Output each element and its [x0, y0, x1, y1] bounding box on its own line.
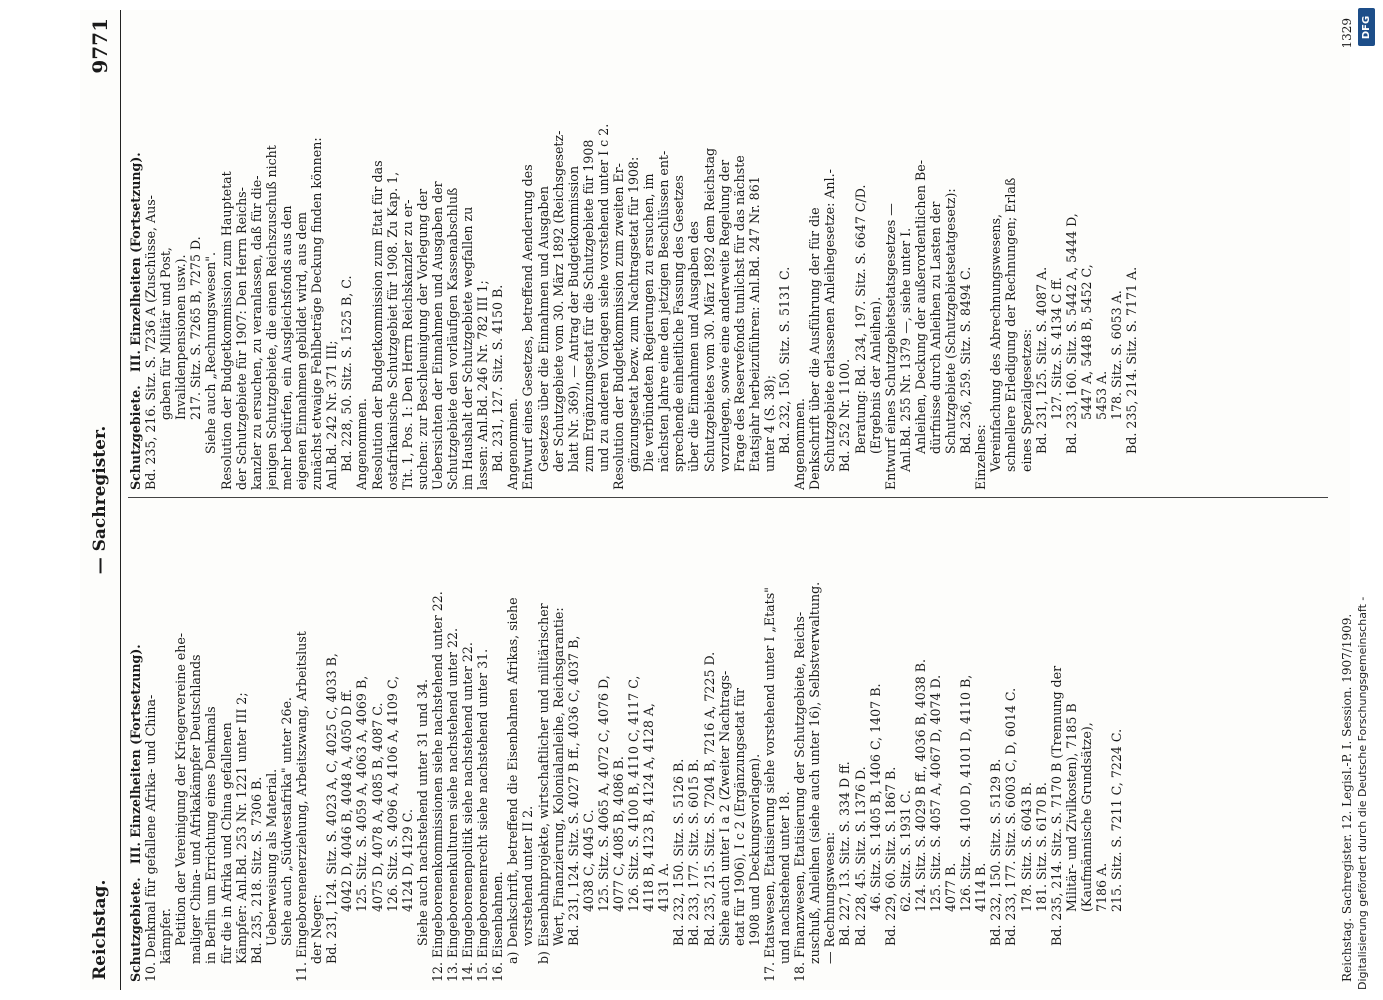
text-line: 12. Eingeborenenkommissionen siehe nachstehend unter 22. [429, 591, 445, 982]
text-line: Bd. 227, 13. Sitz. S. 334 D ff. [837, 761, 853, 946]
text-line: kanzler zu ersuchen, zu veranlassen, daß für die- [248, 175, 264, 490]
text-line: 4077 C, 4085 B, 4086 B. [611, 756, 626, 912]
text-line: 126. Sitz. S. 4096 A, 4106 A, 4109 C, [384, 675, 400, 912]
right-column [128, 10, 1338, 490]
text-line: 126. Sitz. S. 4100 B, 4110 C, 4117 C, [626, 675, 642, 912]
text-line: für die in Afrika und China gefallenen [218, 722, 234, 964]
text-line: 4131 A. [656, 862, 672, 912]
text-line: Bd. 228, 45. Sitz. S. 1376 D. [852, 766, 868, 946]
text-line: 11. Eingeborenenerziehung, Arbeitszwang, Arbeitslust [294, 631, 310, 982]
text-line: 17. Etatswesen, Etatisierung siehe vorstehend unter I „Etats" [761, 587, 777, 982]
text-line: maliger China- und Afrikakämpfer Deutschlands [188, 654, 204, 964]
text-line: 125. Sitz. S. 4065 A, 4072 C, 4076 D, [595, 675, 611, 912]
text-line: 181. Sitz. S. 6170 B. [1033, 782, 1049, 912]
text-line: 1908 und Deckungsvorlagen). [746, 753, 762, 946]
text-line: Petition der Vereinigung der Kriegervereine ehe- [173, 632, 189, 946]
text-line: 178. Sitz. S. 6043 B. [1018, 782, 1034, 912]
text-line: Bd. 233, 177. Sitz. S. 6003 C, D, 6014 C. [1003, 687, 1019, 946]
text-line: 13. Eingeborenenkulturen siehe nachstehend unter 22. [444, 628, 460, 982]
page-footer [1340, 18, 1354, 982]
text-line: Bd. 231, 125. Sitz. S. 4087 A. [1033, 266, 1049, 454]
text-line: 4038 C, 4045 C. [580, 809, 596, 912]
text-line: zunächst etwaige Fehlbeträge Deckung finden können: [309, 137, 325, 490]
text-line: vorzulegen, sowie eine anderweite Regelung der [716, 159, 732, 472]
text-line: Wert, Finanzierung, Kolonialanleihe, Reichsgarantie: [550, 607, 566, 946]
text-line: 4077 B. [943, 862, 959, 912]
text-line: über die Einnahmen und Ausgaben des [686, 221, 702, 472]
text-line: Bd. 232, 150. Sitz. S. 5126 B. [671, 758, 687, 946]
text-line: eines Spezialgesetzes: [1018, 328, 1034, 472]
text-line: 7186 A. [1094, 862, 1109, 912]
text-line: zuschuß, Anleihen (siehe auch unter 16), Selbstverwaltung. [807, 581, 823, 964]
text-line: (Kaufmännische Grundsätze), [1078, 722, 1094, 912]
text-line: 18. Finanzwesen, Etatisierung der Schutzgebiete, Reichs- [792, 611, 808, 982]
text-line: jenigen Schutzgebiete, die einen Reichszuschuß nicht [263, 145, 279, 490]
text-line: Bd. 235, 214. Sitz. S. 7170 B (Trennung der [1048, 665, 1064, 946]
text-line: unter 4 (S. 38); [761, 374, 777, 472]
dfg-logo [1358, 8, 1375, 46]
text-line: der Schutzgebiete für 1907: Den Herrn Reichs- [233, 187, 249, 490]
text-line: Entwurf eines Gesetzes, betreffend Aenderung des [520, 164, 536, 490]
text-line: 4114 B. [973, 862, 989, 912]
text-line: Angenommen. [354, 398, 370, 490]
text-line: Bd. 228, 50. Sitz. S. 1525 B, C. [339, 275, 355, 472]
text-line: 4124 D, 4129 C. [399, 809, 415, 912]
text-line: mehr bedürfen, ein Ausgleichsfonds aus den [278, 205, 294, 490]
text-line: und zu anderen Vorlagen siehe vorstehend unter I c 2. [595, 123, 611, 472]
page-number: 9771 [88, 18, 112, 74]
text-line: Frage des Reservefonds tunlichst für das nächste [731, 155, 747, 472]
header-title: — Sachregister. [90, 425, 110, 575]
text-line: Bd. 235, 218. Sitz. S. 7306 B. [248, 776, 264, 964]
footer-left: Reichstag. Sachregister. 12. Legisl.-P. I. Session. 1907/1909. [1340, 613, 1354, 982]
text-line: Angenommen. [792, 398, 808, 490]
text-line: Siehe auch „Rechnungswesen". [203, 252, 219, 454]
text-line: Siehe auch unter I a 2 (Zweiter Nachtrags- [716, 670, 732, 946]
text-line: 125. Sitz. S. 4059 A, 4063 A, 4069 B, [354, 675, 370, 912]
text-line: Siehe auch „Südwestafrika" unter 26e. [278, 697, 294, 946]
text-line: Bd. 232, 150. Sitz. S. 5129 B. [988, 758, 1004, 946]
text-line: etat für 1906), I c 2 (Ergänzungsetat für [731, 688, 747, 946]
text-line: Anleihen, Deckung der außerordentlichen Be- [912, 160, 928, 454]
text-line: Ueberweisung als Material. [263, 768, 279, 946]
rotated-page [80, 10, 1354, 990]
text-line: Invalidenpensionen usw.). [173, 254, 189, 420]
text-line: Bd. 232, 150. Sitz. S. 5131 C. [777, 266, 793, 454]
footer-page-id: 1329 [1340, 18, 1354, 49]
text-line: sprechende einheitliche Fassung des Gesetzes [671, 175, 687, 472]
text-line: 4075 D, 4078 A, 4085 B, 4087 C. [369, 702, 385, 912]
text-line: lassen: Anl.Bd. 246 Nr. 782 III 1; [475, 280, 491, 490]
text-line: 217. Sitz. S. 7265 B, 7275 D. [188, 236, 204, 420]
text-line: a) Denkschrift, betreffend die Eisenbahnen Afrikas, siehe [505, 597, 521, 964]
text-line: Bd. 236, 259. Sitz. S. 8494 C. [958, 266, 974, 454]
text-line: Anl.Bd. 255 Nr. 1379 —, siehe unter I. [897, 227, 913, 472]
text-line: 62. Sitz. S. 1931 C. [897, 790, 913, 912]
text-line: Bd. 235, 215. Sitz. S. 7204 B, 7216 A, 7225 D. [701, 651, 717, 946]
text-line: vorstehend unter II 2. [520, 805, 536, 946]
text-line: Bd. 233, 177. Sitz. S. 6015 B. [686, 758, 702, 946]
text-line: 46. Sitz. S. 1405 B, 1406 C, 1407 B. [867, 683, 883, 912]
text-line: Resolution der Budgetkommission zum Etat für das [369, 160, 385, 490]
text-line: Etatsjahr herbeizuführen: Anl.Bd. 247 Nr. 861 [746, 176, 762, 472]
text-line: Denkschrift über die Ausführung der für die [807, 207, 823, 490]
text-line: Beratung: Bd. 234, 197. Sitz. S. 6647 C/D. [852, 184, 868, 454]
text-line: 4042 D, 4046 B, 4048 A, 4050 D ff. [339, 689, 355, 912]
text-line: Bd. 231, 127. Sitz. S. 4150 B. [490, 284, 506, 472]
text-line: (Ergebnis der Anleihen). [867, 296, 883, 454]
text-line: dürfnisse durch Anleihen zu Lasten der [927, 201, 943, 454]
text-line: Tit. 1, Pos. 1: Den Herrn Reichskanzler zu er- [399, 199, 415, 490]
text-line: 215. Sitz. S. 7211 C, 7224 C. [1109, 728, 1125, 912]
dfg-logo-text: DFG [1361, 15, 1372, 39]
text-line: 10. Denkmal für gefallene Afrika- und China- [143, 694, 159, 982]
text-line: Bd. 233, 160. Sitz. S. 5442 A, 5444 D, [1063, 213, 1079, 454]
text-line: Bd. 235, 214. Sitz. S. 7171 A. [1124, 266, 1140, 454]
text-line: ostafrikanische Schutzgebiet für 1908. Zu Kap. 1, [384, 171, 400, 490]
text-line: Gesetzes über die Einnahmen und Ausgaben [535, 186, 551, 472]
text-line: Vereinfachung des Abrechnungswesens, [988, 214, 1004, 472]
text-line: Schutzgebiete den vorläufigen Kassenabschluß [444, 187, 460, 490]
text-line: Militär- und Zivilkosten), 7185 B [1063, 703, 1079, 912]
text-line: in Berlin um Errichtung eines Denkmals [203, 706, 219, 964]
text-line: 125. Sitz. S. 4057 A, 4067 D, 4074 D. [927, 674, 943, 912]
text-line: 14. Eingeborenenpolitik siehe nachstehend unter 22. [460, 642, 476, 982]
text-line: der Neger: [309, 894, 325, 964]
text-line: Bd. 229, 60. Sitz. S. 1867 B. [882, 766, 898, 946]
text-line: kämpfer. [158, 908, 174, 964]
text-line: Schutzgebietes vom 30. März 1892 dem Reichstag [701, 147, 717, 472]
text-line: Anl.Bd. 242 Nr. 371 III; [324, 340, 340, 490]
text-line: b) Eisenbahnprojekte, wirtschaftlicher und militärischer [535, 603, 551, 964]
text-line: eigenen Einnahmen gebildet wird, aus dem [294, 212, 310, 490]
text-line: Resolution der Budgetkommission zum Hauptetat [218, 171, 234, 490]
text-line: nächsten Jahre eine den jetzigen Beschlüssen ent- [656, 150, 672, 472]
digitization-note: Digitalisierung gefördert durch die Deutsche Forschungsgemeinschaft - [1356, 596, 1369, 990]
text-line: 124. Sitz. S. 4029 B ff., 4036 B, 4038 B. [912, 658, 928, 912]
text-line: Schutzgebiete erlassenen Anleihegesetze: Anl.- [822, 169, 838, 472]
text-line: Kämpfer: Anl.Bd. 253 Nr. 1221 unter III 2; [233, 692, 249, 964]
text-line: gänzungsetat bezw. zum Nachtragsetat für 1908: [626, 156, 642, 472]
text-line: 4118 B, 4123 B, 4124 A, 4128 A, [641, 703, 657, 912]
text-line: zum Ergänzungsetat für die Schutzgebiete für 1908 [580, 139, 596, 472]
text-line: suchen: zur Beschleunigung der Vorlegung der [414, 188, 430, 490]
text-line: 178. Sitz. S. 6053 A. [1109, 290, 1125, 420]
text-line: Die verbündeten Regierungen zu ersuchen, im [641, 173, 657, 472]
text-line: 5447 A, 5448 B, 5452 C, [1078, 264, 1094, 420]
text-line: und nachstehend unter 18. [777, 791, 793, 964]
text-line: gaben für Militär und Post, [158, 247, 174, 420]
column-divider [128, 497, 1328, 498]
text-line: 127. Sitz. S. 4134 C ff. [1048, 277, 1064, 420]
page-header [80, 10, 121, 990]
text-line: schnellere Erledigung der Rechnungen; Erlaß [1003, 177, 1019, 472]
text-line: Schutzgebiete. III. Einzelheiten (Fortsetzung). [128, 152, 143, 490]
left-column [128, 502, 1338, 982]
text-line: im Haushalt der Schutzgebiete wegfallen zu [460, 206, 476, 490]
text-line: Schutzgebiete (Schutzgebietsetatgesetz): [943, 188, 959, 454]
text-line: 126. Sitz. S. 4100 D, 4101 D, 4110 B, [958, 674, 974, 912]
text-line: 16. Eisenbahnen. [490, 871, 506, 982]
text-line: Angenommen. [505, 398, 521, 490]
text-line: — Rechnungswesen: [822, 831, 838, 964]
text-line: Bd. 231, 124. Sitz. S. 4023 A, C, 4025 C, 4033 B, [324, 653, 340, 964]
text-line: Bd. 231, 124. Sitz. S. 4027 B ff., 4036 C, 4037 B, [565, 635, 581, 946]
text-line: Einzelnes: [973, 424, 989, 490]
text-line: der Schutzgebiete vom 30. März 1892 (Reichsgesetz- [550, 130, 566, 472]
text-line: Schutzgebiete. III. Einzelheiten (Fortsetzung). [128, 644, 143, 982]
text-line: 15. Eingeborenenrecht siehe nachstehend unter 31. [475, 648, 491, 982]
text-line: blatt Nr. 369), — Antrag der Budgetkommission [565, 165, 581, 472]
text-line: Uebersichten der Einnahmen und Ausgaben der [429, 181, 445, 490]
text-line: 5453 A. [1094, 370, 1109, 420]
text-line: Bd. 252 Nr. 1100. [837, 358, 853, 472]
text-line: Entwurf eines Schutzgebietsetatsgesetzes — [882, 203, 898, 490]
text-line: Siehe auch nachstehend unter 31 und 34. [414, 678, 430, 946]
text-line: Resolution der Budgetkommission zum zweiten Er- [611, 163, 626, 490]
header-left: Reichstag. [90, 879, 110, 980]
text-line: Bd. 235, 216. Sitz. S. 7236 A (Zuschüsse, Aus- [143, 195, 159, 490]
